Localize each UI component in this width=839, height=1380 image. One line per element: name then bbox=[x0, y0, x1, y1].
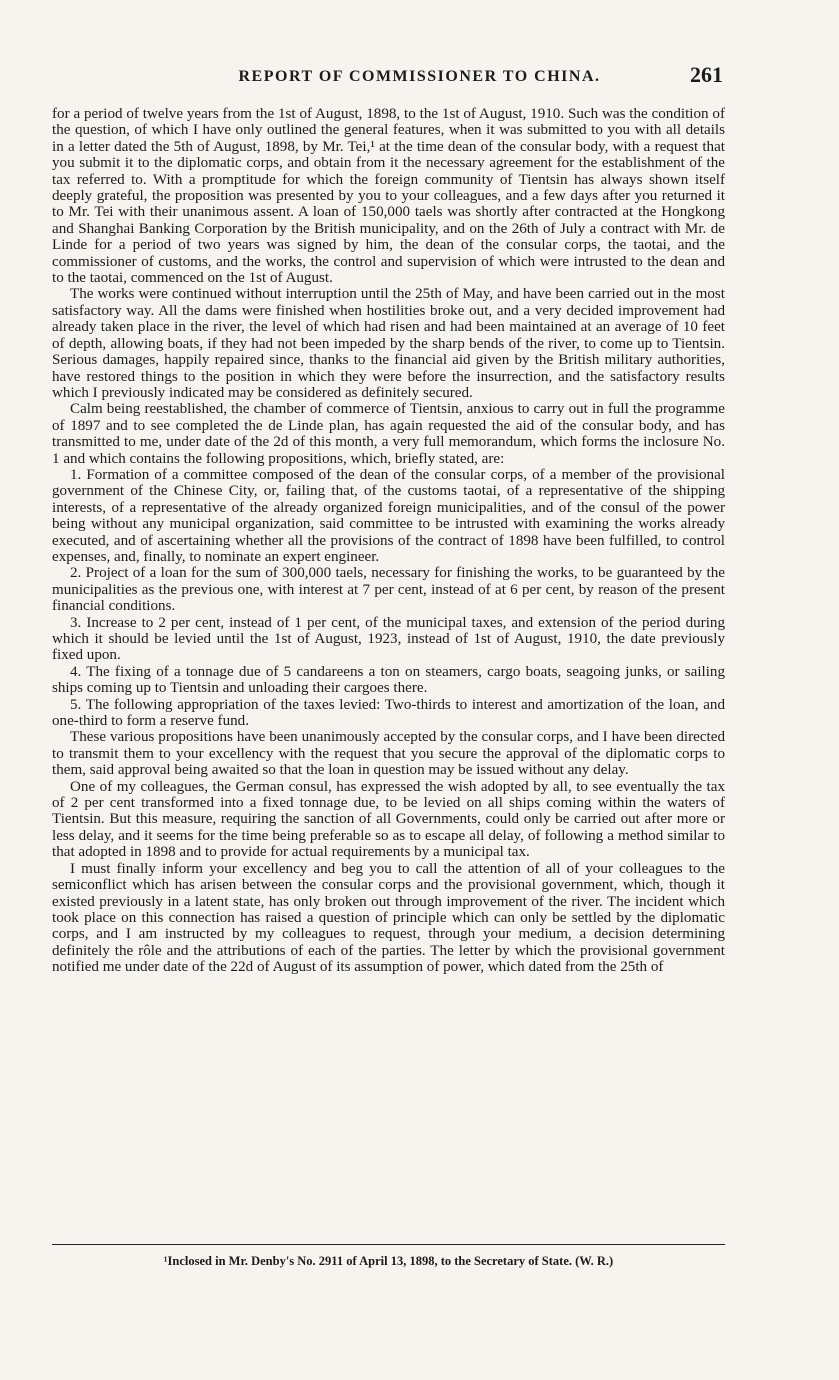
paragraph-continuation: for a period of twelve years from the 1st of August, 1898, to the 1st of August, 1910. Such was the condition of the question, of which I have only outlined the general features, when it was submitted to you with all details in a letter dated the 5th of August, 1898, by Mr. Tei,¹ at the time dean of the consular body, with a request that you submit it to the diplomatic corps, and obtain from it the necessary agreement for the establishment of the tax referred to. With a promptitude for which the foreign community of Tientsin has always shown itself deeply grateful, the proposition was presented by you to your colleagues, and a few days after you returned it to Mr. Tei with their unanimous assent. A loan of 150,000 taels was shortly after contracted at the Hongkong and Shanghai Banking Corporation by the British municipality, and on the 26th of July a contract with Mr. de Linde for a period of two years was signed by him, the dean of the consular corps, the taotai, and the commissioner of customs, and the works, the control and supervision of which were intrusted to the dean and to the taotai, commenced on the 1st of August. bbox=[52, 106, 725, 287]
footnote: ¹Inclosed in Mr. Denby's No. 2911 of April 13, 1898, to the Secretary of State. (W. R.) bbox=[163, 1254, 614, 1268]
paragraph-works: The works were continued without interruption until the 25th of May, and have been carried out in the most satisfactory way. All the dams were finished when hostilities broke out, and a very decided improvement had already taken place in the river, the level of which had risen and had been maintained at an average of 10 feet of depth, allowing boats, if they had not been impeded by the sharp bends of the river, to come up to Tientsin. Serious damages, happily repaired since, thanks to the financial aid given by the British military authorities, have restored things to the position in which they were before the insurrection, and the satisfactory results which I previously indicated may be considered as definitely secured. bbox=[52, 286, 725, 401]
paragraph-german-consul: One of my colleagues, the German consul, has expressed the wish adopted by all, to see eventually the tax of 2 per cent transformed into a fixed tonnage due, to be levied on all ships coming within the waters of Tientsin. But this measure, requiring the sanction of all Governments, could only be carried out after more or less delay, and it seems for the time being preferable so as to escape all delay, of following a method similar to that adopted in 1898 and to provide for actual requirements by a municipal tax. bbox=[52, 778, 725, 861]
paragraph-semiconflict: I must finally inform your excellency and beg you to call the attention of all of your colleagues to the semiconflict which has arisen between the consular corps and the provisional government, which, though it existed previously in a latent state, has only broken out through improvement of the river. The incident which took place on this connection has raised a question of principle which can only be settled by the diplomatic corps, and I am instructed by my colleagues to request, through your medium, a decision determining definitely the rôle and the attributions of each of the parties. The letter by which the provisional government notified me under date of the 22d of August of its assumption of power, which dated from the 25th of bbox=[52, 860, 725, 976]
proposition-2: 2. Project of a loan for the sum of 300,000 taels, necessary for finishing the works, to be guaranteed by the municipalities as the previous one, with interest at 7 per cent, instead of at 6 per cent, by reason of the present financial conditions. bbox=[52, 565, 725, 615]
page-header bbox=[0, 60, 839, 90]
proposition-3: 3. Increase to 2 per cent, instead of 1 per cent, of the municipal taxes, and extension of the period during which it should be levied until the 1st of August, 1923, instead of 1st of August, 1910, the date previously fixed upon. bbox=[52, 614, 725, 664]
running-title: REPORT OF COMMISSIONER TO CHINA. bbox=[238, 68, 601, 85]
proposition-4: 4. The fixing of a tonnage due of 5 candareens a ton on steamers, cargo boats, seagoing junks, or sailing ships coming up to Tientsin and unloading their cargoes there. bbox=[52, 663, 725, 697]
page-number: 261 bbox=[690, 62, 723, 87]
proposition-5: 5. The following appropriation of the taxes levied: Two-thirds to interest and amortization of the loan, and one-third to form a reserve fund. bbox=[52, 696, 725, 730]
proposition-1: 1. Formation of a committee composed of the dean of the consular corps, of a member of the provisional government of the Chinese City, or, failing that, of the customs taotai, of a representative of the shipping interests, of a representative of the already organized foreign municipalities, and of the consul of the power being without any municipal organization, said committee to be intrusted with examining the works already executed, and of ascertaining whether all the provisions of the contract of 1898 have been fulfilled, to control expenses, and, finally, to nominate an expert engineer. bbox=[52, 466, 725, 565]
body-text bbox=[52, 106, 725, 976]
footnote-rule bbox=[52, 1244, 725, 1245]
paragraph-accepted: These various propositions have been unanimously accepted by the consular corps, and I have been directed to transmit them to your excellency with the request that you secure the approval of the diplomatic corps to them, said approval being awaited so that the loan in question may be issued without any delay. bbox=[52, 729, 725, 779]
paragraph-calm: Calm being reestablished, the chamber of commerce of Tientsin, anxious to carry out in full the programme of 1897 and to see completed the de Linde plan, has again requested the aid of the consular body, and has transmitted to me, under date of the 2d of this month, a very full memorandum, which forms the inclosure No. 1 and which contains the following propositions, which, briefly stated, are: bbox=[52, 401, 725, 467]
